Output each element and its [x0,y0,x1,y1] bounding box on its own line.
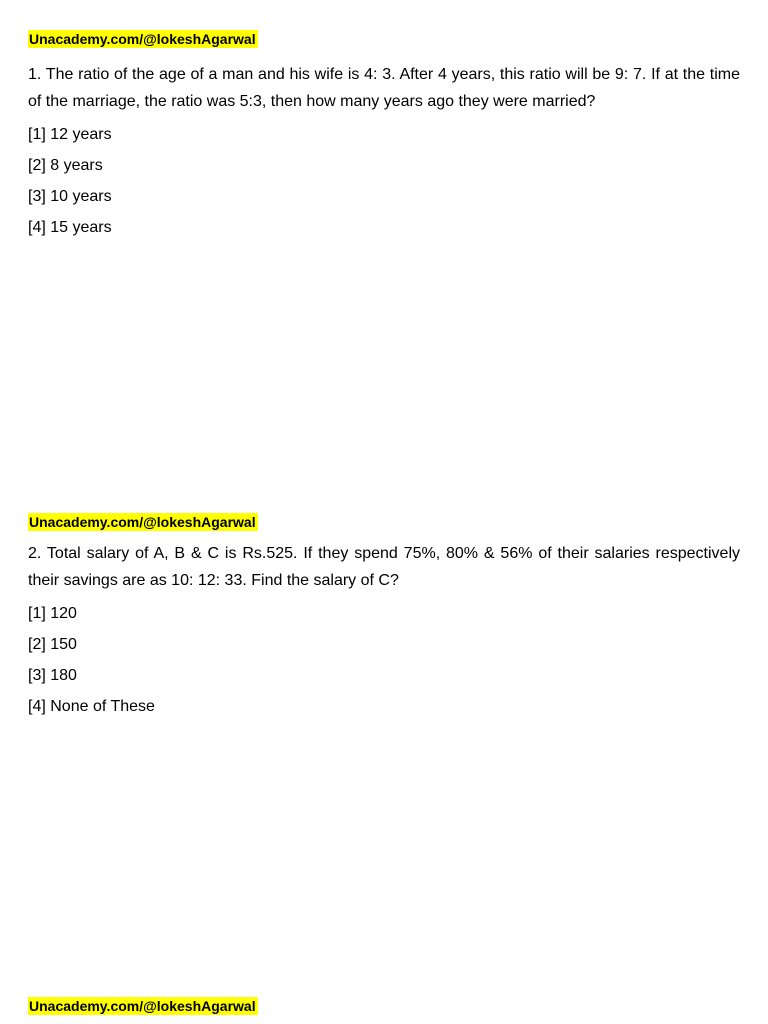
option-text: 12 years [50,126,112,143]
option-text: 10 years [50,188,112,205]
source-watermark: Unacademy.com/@lokeshAgarwal [29,514,256,530]
option-item [28,691,740,722]
option-text: 180 [50,667,77,684]
option-item [28,660,740,691]
option-text: None of These [50,698,155,715]
option-number: [2] [28,157,46,174]
option-number: [1] [28,605,46,622]
option-text: 150 [50,636,77,653]
option-item [28,629,740,660]
option-number: [3] [28,188,46,205]
option-number: [4] [28,698,46,715]
question-text: 1. The ratio of the age of a man and his wife is 4: 3. After 4 years, this ratio will be 9: 7. If at the time of the marriage, the ratio was 5:3, then how many years ago they were married? [28,66,740,110]
option-item [28,598,740,629]
option-item [28,212,740,243]
options-list [28,119,740,243]
option-text: 120 [50,605,77,622]
option-item [28,150,740,181]
option-item [28,119,740,150]
source-watermark: Unacademy.com/@lokeshAgarwal [29,31,256,47]
source-watermark: Unacademy.com/@lokeshAgarwal [29,998,256,1014]
option-text: 8 years [50,157,103,174]
option-number: [2] [28,636,46,653]
option-number: [1] [28,126,46,143]
options-list [28,598,740,722]
option-item [28,181,740,212]
option-number: [4] [28,219,46,236]
option-text: 15 years [50,219,112,236]
option-number: [3] [28,667,46,684]
question-block [28,61,740,243]
question-text: 2. Total salary of A, B & C is Rs.525. If they spend 75%, 80% & 56% of their salaries respectively their savings are as 10: 12: 33. Find the salary of C? [28,545,740,589]
question-block [28,540,740,722]
